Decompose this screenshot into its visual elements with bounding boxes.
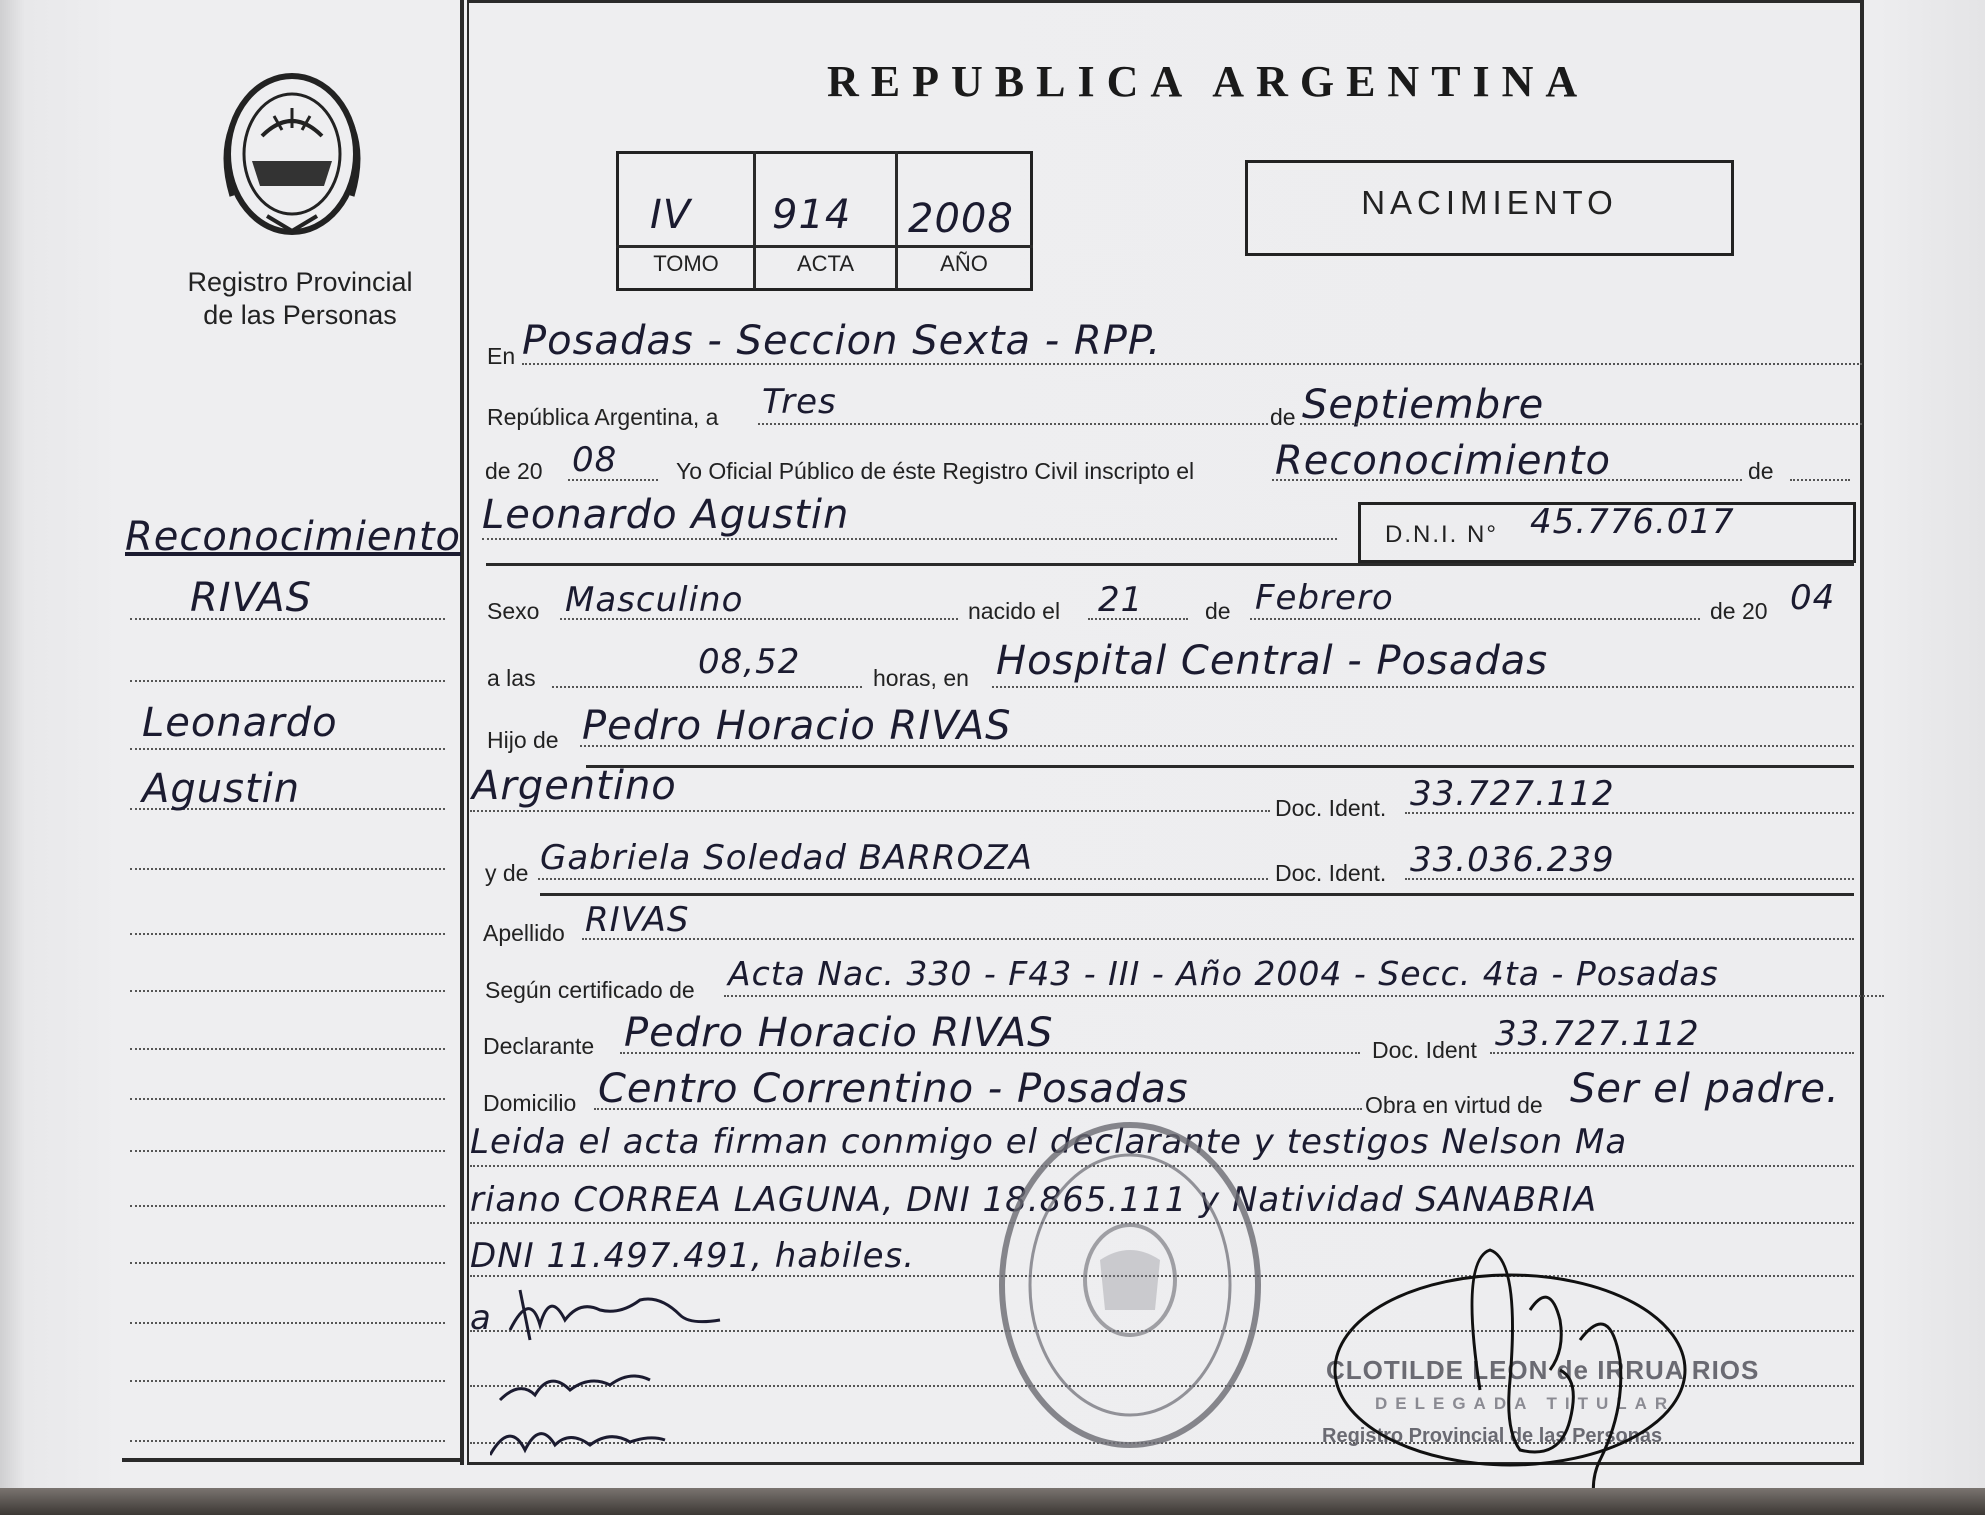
de-end-line	[1790, 479, 1850, 481]
ano-value: 2008	[908, 196, 1014, 242]
doc-ident-label-mother: Doc. Ident.	[1275, 860, 1387, 886]
mother-name-line	[538, 878, 1268, 880]
segun-value: Acta Nac. 330 - F43 - III - Año 2004 - Secc. 4ta - Posadas	[728, 954, 1719, 993]
margin-line	[130, 1380, 445, 1382]
birth-month: Febrero	[1255, 578, 1394, 618]
declarante-doc: 33.727.112	[1495, 1014, 1700, 1054]
margin-note-surname: RIVAS	[190, 575, 312, 621]
de20-label: de 20	[485, 458, 543, 484]
obra-label: Obra en virtud de	[1365, 1092, 1543, 1118]
tomo-value: IV	[650, 192, 692, 238]
left-column-divider-inner	[467, 0, 469, 1465]
tomo-label: TOMO	[653, 251, 719, 276]
hijo-label: Hijo de	[487, 727, 559, 753]
official-signature-icon	[1320, 1220, 1720, 1510]
domicilio-label: Domicilio	[483, 1090, 577, 1116]
grid-label-divider	[616, 245, 1033, 248]
hour-value: 08,52	[698, 642, 801, 682]
notes-line-3: DNI 11.497.491, habiles.	[470, 1236, 916, 1276]
margin-line	[130, 748, 445, 750]
year-line	[568, 479, 658, 481]
obra-value: Ser el padre.	[1570, 1066, 1840, 1112]
margin-line	[130, 1205, 445, 1207]
top-border	[469, 0, 1860, 3]
sexo-line	[560, 618, 958, 620]
inscripto-line	[1272, 479, 1742, 481]
de-end-label: de	[1748, 458, 1774, 484]
day-value: Tres	[762, 382, 837, 422]
right-border	[1860, 0, 1864, 1465]
stamp-name: CLOTILDE LEON de IRRUA RIOS	[1326, 1355, 1760, 1385]
place-value: Hospital Central - Posadas	[996, 638, 1549, 684]
father-nationality: Argentino	[472, 763, 677, 809]
round-seal-icon	[990, 1110, 1270, 1460]
child-name: Leonardo Agustin	[482, 492, 850, 538]
father-name: Pedro Horacio RIVAS	[582, 703, 1012, 749]
birth-de-label: de	[1205, 598, 1231, 624]
acta-label: ACTA	[796, 251, 855, 276]
notes-line-2: riano CORREA LAGUNA, DNI 18.865.111 y Natividad SANABRIA	[470, 1180, 1598, 1220]
margin-line	[130, 1048, 445, 1050]
declarante-doc-line	[1490, 1052, 1854, 1054]
sexo-value: Masculino	[565, 580, 744, 620]
stamp-title: DELEGADA TITULAR	[1375, 1394, 1676, 1413]
birth-year: 04	[1790, 578, 1836, 618]
margin-note-second-name: Agustin	[142, 766, 301, 812]
birth-de20-label: de 20	[1710, 598, 1768, 624]
margin-line	[130, 1098, 445, 1100]
yde-label: y de	[485, 860, 529, 886]
left-bottom-border	[122, 1458, 462, 1462]
margin-line	[130, 933, 445, 935]
father-doc-line	[1405, 812, 1854, 814]
doc-ident-label-declarante: Doc. Ident	[1372, 1037, 1477, 1063]
nationality-line	[470, 810, 1270, 812]
section-divider-3	[540, 893, 1854, 896]
apellido-line	[582, 938, 1854, 940]
margin-line	[130, 1440, 445, 1442]
horas-label: horas, en	[873, 665, 969, 691]
margin-note-first-name: Leonardo	[142, 700, 338, 746]
domicilio-value: Centro Correntino - Posadas	[598, 1066, 1189, 1112]
doc-ident-label: Doc. Ident.	[1275, 795, 1387, 821]
left-column-divider	[460, 0, 464, 1465]
father-doc: 33.727.112	[1410, 774, 1615, 814]
declarante-line	[620, 1052, 1360, 1054]
margin-line	[130, 1150, 445, 1152]
en-label: En	[487, 343, 516, 369]
birth-day: 21	[1098, 580, 1144, 620]
en-value: Posadas - Seccion Sexta - RPP.	[522, 318, 1162, 364]
ano-label: AÑO	[940, 251, 988, 276]
stamp-org: Registro Provincial de las Personas	[1322, 1425, 1663, 1447]
place-line	[992, 686, 1854, 688]
dni-value: 45.776.017	[1530, 502, 1735, 542]
mother-doc: 33.036.239	[1410, 840, 1615, 880]
apellido-value: RIVAS	[585, 900, 690, 940]
acta-value: 914	[772, 192, 852, 238]
en-line	[522, 363, 1862, 365]
de-label: de	[1270, 404, 1296, 430]
apellido-label: Apellido	[483, 920, 565, 946]
day-line	[758, 423, 1268, 425]
margin-note-title: Reconocimiento	[125, 514, 461, 560]
nacido-label: nacido el	[968, 598, 1061, 624]
segun-label: Según certificado de	[485, 977, 695, 1003]
oficial-label: Yo Oficial Público de éste Registro Civil inscripto el	[676, 458, 1195, 484]
mother-doc-line	[1405, 878, 1854, 880]
sexo-label: Sexo	[487, 598, 540, 624]
month-line	[1300, 423, 1862, 425]
month-value: Septiembre	[1302, 382, 1545, 428]
birth-day-line	[1088, 618, 1188, 620]
mother-name: Gabriela Soledad BARROZA	[540, 838, 1033, 878]
margin-line	[130, 990, 445, 992]
witness-signatures-icon	[490, 1270, 740, 1470]
dni-label: D.N.I. N°	[1385, 521, 1498, 548]
declarante-label: Declarante	[483, 1033, 595, 1059]
margin-line	[130, 680, 445, 682]
registry-name-line1: Registro Provincial	[187, 267, 413, 297]
margin-line	[130, 868, 445, 870]
inscripto-value: Reconocimiento	[1275, 438, 1611, 484]
father-name-line	[580, 745, 1854, 747]
child-name-line	[482, 538, 1337, 540]
section-divider-2	[586, 765, 1854, 768]
republica-label: República Argentina, a	[487, 404, 719, 430]
act-type-label: NACIMIENTO	[1361, 184, 1618, 221]
segun-line	[724, 995, 1884, 997]
registry-name-line2: de las Personas	[203, 300, 397, 330]
margin-line	[130, 1262, 445, 1264]
year-value: 08	[572, 440, 618, 480]
bottom-shadow	[0, 1488, 1985, 1515]
hour-line	[552, 686, 862, 688]
margin-line	[130, 1322, 445, 1324]
birth-month-line	[1250, 618, 1700, 620]
witness-mark: a	[470, 1298, 492, 1338]
country-title: REPUBLICA ARGENTINA	[827, 57, 1590, 106]
provincial-seal-icon	[212, 66, 372, 244]
registry-name	[150, 266, 450, 332]
section-divider-1	[486, 563, 1854, 566]
notes-line-1: Leida el acta firman conmigo el declarante y testigos Nelson Ma	[470, 1122, 1628, 1162]
alas-label: a las	[487, 665, 536, 691]
declarante-value: Pedro Horacio RIVAS	[624, 1010, 1054, 1056]
